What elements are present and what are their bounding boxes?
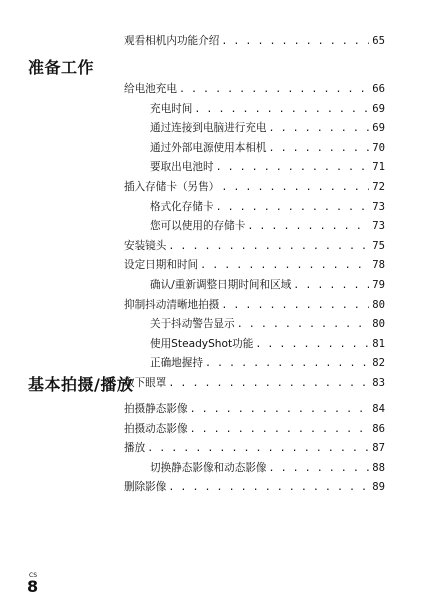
toc-entry-title: 切换静态影像和动态影像 [150,461,267,474]
toc-entry-page: 79 [372,279,385,291]
leader-dots [192,101,369,119]
toc-entry [124,80,385,99]
leader-dots [219,33,369,51]
toc-line [0,119,435,137]
leader-dots [188,421,370,439]
toc-entry-title: 删除影像 [124,481,167,494]
toc-subentry [150,139,385,158]
toc-subentry [150,276,385,295]
toc-line [0,198,435,216]
toc-entry-page: 65 [372,35,385,47]
toc-entry-page: 89 [372,481,385,494]
toc-subentry [150,119,385,138]
toc-entry-title: 播放 [124,442,146,455]
toc-line [0,439,435,457]
toc-entry-page: 69 [372,122,385,135]
toc-subentry [150,198,385,217]
toc-entry-title: 插入存储卡（另售） [124,181,220,193]
toc-entry-title: 确认/重新调整日期时间和区域 [150,279,292,291]
toc-entry-page: 82 [372,357,385,370]
toc-line [0,32,435,50]
toc-entry [124,32,385,51]
footer-page-number: 8 [27,577,39,596]
section-heading: 准备工作 [28,58,95,77]
toc-entry [124,296,385,315]
toc-entry-page: 84 [372,403,385,415]
toc-entry [124,420,385,439]
toc-entry-page: 80 [372,298,385,311]
toc-entry-title: 抑制抖动清晰地拍摄 [124,298,220,311]
toc-entry-page: 87 [372,442,385,455]
toc-entry-title: 通过连接到电脑进行充电 [150,122,267,135]
toc-subentry [150,315,385,334]
toc-line [0,335,435,353]
toc-entry-page: 73 [372,220,385,233]
leader-dots [291,277,369,295]
leader-dots [188,401,370,419]
toc-line [0,420,435,438]
toc-entry-title: 拍摄静态影像 [124,403,188,415]
leader-dots [166,479,369,497]
toc-entry-title: 取下眼罩 [124,377,167,389]
toc-line [0,80,435,98]
leader-dots [198,257,369,275]
toc-entry-page: 88 [372,461,385,474]
toc-entry [124,400,385,419]
toc-entry-page: 71 [372,161,385,174]
leader-dots [245,218,369,236]
leader-dots [145,440,369,458]
toc-entry [124,374,385,393]
section-heading: 基本拍摄/播放 [28,375,134,394]
footer-language-label: CS [29,572,37,579]
toc-entry-page: 66 [372,83,385,95]
toc-line [0,478,435,496]
leader-dots [214,199,370,217]
toc-line [0,276,435,294]
toc-line [0,400,435,418]
toc-entry [124,256,385,275]
leader-dots [235,316,369,334]
toc-line [0,237,435,255]
toc-entry [124,237,385,256]
toc-line [0,158,435,176]
toc-entry-title: 关于抖动警告显示 [150,318,235,331]
toc-entry-page: 75 [372,239,385,252]
toc-line [0,178,435,196]
leader-dots [214,159,370,177]
toc-entry [124,178,385,197]
leader-dots [253,336,369,354]
leader-dots [166,375,369,393]
leader-dots [267,460,370,478]
leader-dots [219,179,369,197]
toc-entry-page: 81 [372,337,385,350]
toc-subentry [150,354,385,373]
leader-dots [219,297,369,315]
toc-entry-title: 拍摄动态影像 [124,422,188,435]
leader-dots [177,81,369,99]
toc-subentry [150,100,385,119]
toc-entry-title: 要取出电池时 [150,161,214,174]
toc-entry-title: 观看相机内功能介绍 [124,35,220,47]
toc-entry-page: 70 [372,141,385,154]
toc-entry-page: 83 [372,377,385,389]
toc-entry-title: 正确地握持 [150,357,203,370]
toc-entry-title: 使用SteadyShot功能 [150,337,254,350]
toc-line [0,100,435,118]
toc-line [0,459,435,477]
leader-dots [166,238,369,256]
toc-entry-title: 安装镜头 [124,239,167,252]
leader-dots [267,140,370,158]
toc-entry-page: 69 [372,102,385,115]
toc-subentry [150,217,385,236]
toc-line [0,256,435,274]
toc-line [0,315,435,333]
toc-subentry [150,158,385,177]
toc-subentry [150,459,385,478]
leader-dots [203,355,369,373]
toc-entry-page: 80 [372,318,385,331]
toc-entry-title: 您可以使用的存储卡 [150,220,246,233]
toc-entry-title: 设定日期和时间 [124,259,199,272]
toc-entry-title: 给电池充电 [124,83,177,95]
toc-subentry [150,335,385,354]
toc-entry-title: 格式化存储卡 [150,200,214,213]
toc-entry [124,439,385,458]
toc-entry [124,478,385,497]
toc-line [0,296,435,314]
toc-line [0,139,435,157]
toc-entry-title: 通过外部电源使用本相机 [150,141,267,154]
leader-dots [267,120,370,138]
toc-line [0,354,435,372]
toc-entry-page: 86 [372,422,385,435]
toc-entry-title: 充电时间 [150,102,193,115]
toc-entry-page: 72 [372,181,385,193]
toc-line [0,217,435,235]
toc-entry-page: 73 [372,200,385,213]
toc-entry-page: 78 [372,259,385,272]
